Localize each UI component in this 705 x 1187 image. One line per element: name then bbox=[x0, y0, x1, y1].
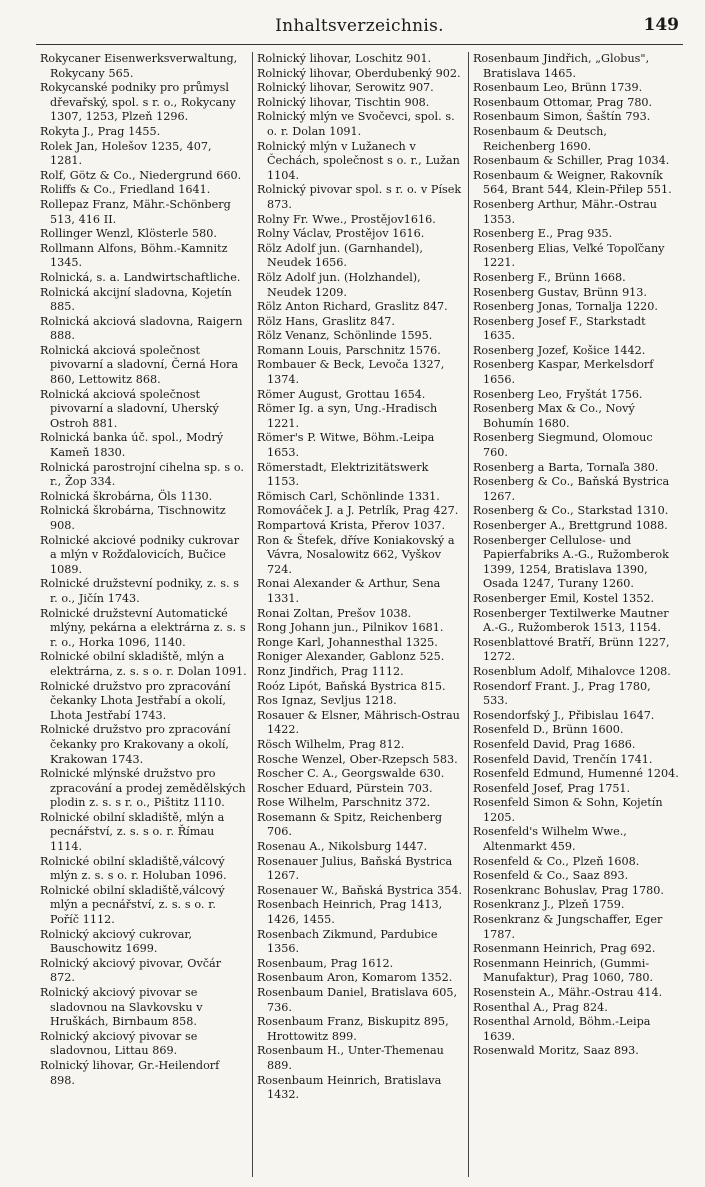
index-entry: Rollepaz Franz, Mähr.-Schönberg 513, 416 II. bbox=[40, 197, 231, 226]
index-entry: Rolnická banka úč. spol., Modrý Kameň 1830. bbox=[40, 431, 224, 460]
index-entry: Rosenbaum Simon, Šaštín 793. bbox=[473, 110, 651, 124]
index-entry: Rosenauer W., Baňská Bystrica 354. bbox=[257, 883, 463, 897]
index-entry: Rosenbaum & Schiller, Prag 1034. bbox=[473, 154, 670, 168]
index-entry: Rosenberg Elias, Veľké Topoľčany 1221. bbox=[473, 241, 665, 270]
index-entry: Rosche Wenzel, Ober-Rzepsch 583. bbox=[257, 752, 458, 766]
index-entry: Rollinger Wenzl, Klösterle 580. bbox=[40, 227, 217, 241]
index-entry: Rosenfeld David, Trenčín 1741. bbox=[473, 752, 653, 766]
index-entry: Rosenmann Heinrich, Prag 692. bbox=[473, 942, 656, 956]
index-entry: Rose Wilhelm, Parschnitz 372. bbox=[257, 796, 431, 810]
index-entry: Rosenthal A., Prag 824. bbox=[473, 1000, 608, 1014]
index-entry: Rokycaner Eisenwerksverwaltung, Rokycany 565. bbox=[40, 52, 238, 80]
index-entry: Rosenberg F., Brünn 1668. bbox=[473, 270, 626, 284]
index-entry: Rosenberg & Co., Baňská Bystrica 1267. bbox=[473, 475, 670, 503]
index-entry: Rolnický akciový pivovar, Ovčár 872. bbox=[40, 956, 222, 985]
index-entry: Rosauer & Elsner, Mährisch-Ostrau 1422. bbox=[257, 708, 460, 737]
index-entry: Rosenkranz & Jungschaffer, Eger 1787. bbox=[473, 913, 663, 941]
index-entry: Rölz Adolf jun. (Garnhandel), Neudek 1656. bbox=[257, 241, 423, 270]
index-entry: Rosenberg Jozef, Košice 1442. bbox=[473, 343, 646, 357]
index-entry: Rolnické obilní skladiště,válcový mlýn a pecnářství, z. s. s o. r. Poříč 1112. bbox=[40, 883, 225, 927]
index-entry: Rompartová Krista, Přerov 1037. bbox=[257, 519, 446, 532]
index-columns bbox=[36, 52, 684, 1177]
index-entry: Roscher C. A., Georgswalde 630. bbox=[257, 767, 445, 781]
index-entry: Rosenberg Max & Co., Nový Bohumín 1680. bbox=[473, 402, 635, 430]
index-entry: Rolnický lihovar, Serowitz 907. bbox=[257, 81, 434, 95]
page-header bbox=[36, 14, 683, 44]
index-entry: Rosenbaum & Weigner, Rakovník 564, Brant 544, Klein-Přilep 551. bbox=[473, 168, 672, 197]
index-entry: Rosenbaum, Prag 1612. bbox=[257, 956, 394, 970]
index-entry: Rosenfeld & Co., Saaz 893. bbox=[473, 869, 629, 883]
index-entry: Rosenberger Emil, Kostel 1352. bbox=[473, 591, 654, 605]
index-entry: Rolnický akciový pivovar se sladovnou na Slavkovsku v Hruškách, Birnbaum 858. bbox=[40, 986, 203, 1029]
index-entry: Rosendorfský J., Přibislau 1647. bbox=[473, 708, 655, 722]
index-entry: Rosenbach Heinrich, Prag 1413, 1426, 1455. bbox=[257, 898, 443, 927]
index-entry: Römer's P. Witwe, Böhm.-Leipa 1653. bbox=[257, 431, 435, 460]
index-entry: Rosenberg Leo, Fryštát 1756. bbox=[473, 387, 643, 401]
index-entry: Roscher Eduard, Pürstein 703. bbox=[257, 781, 433, 795]
index-entry: Rolnické obilní skladiště, mlýn a elektrárna, z. s. s o. r. Dolan 1091. bbox=[40, 650, 247, 678]
index-entry: Rollmann Alfons, Böhm.-Kamnitz 1345. bbox=[40, 241, 228, 270]
index-entry: Rong Johann jun., Pilnikov 1681. bbox=[257, 621, 444, 635]
index-entry: Rolnický lihovar, Gr.-Heilendorf 898. bbox=[40, 1058, 220, 1087]
index-entry: Roliffs & Co., Friedland 1641. bbox=[40, 183, 211, 197]
index-entry: Rosenberger Textilwerke Mautner A.-G., Ružomberok 1513, 1154. bbox=[473, 606, 669, 635]
index-entry: Rosenfeld's Wilhelm Wwe., Altenmarkt 459. bbox=[473, 825, 627, 854]
index-entry: Rosenfeld Edmund, Humenné 1204. bbox=[473, 767, 679, 781]
index-entry: Roniger Alexander, Gablonz 525. bbox=[257, 650, 445, 664]
index-entry: Romann Louis, Parschnitz 1576. bbox=[257, 343, 441, 357]
index-entry: Ronai Zoltan, Prešov 1038. bbox=[257, 606, 412, 620]
index-entry: Rosenbaum & Deutsch, Reichenberg 1690. bbox=[473, 124, 607, 153]
index-entry: Rolnická škrobárna, Tischnowitz 908. bbox=[40, 504, 226, 532]
index-entry: Römer Ig. a syn, Ung.-Hradisch 1221. bbox=[257, 402, 438, 430]
index-entry: Rosenkranz J., Plzeň 1759. bbox=[473, 898, 625, 912]
index-entry: Rosenberg Arthur, Mähr.-Ostrau 1353. bbox=[473, 197, 657, 226]
index-entry: Römerstadt, Elektrizitätswerk 1153. bbox=[257, 460, 429, 489]
index-entry: Rokycanské podniky pro průmysl dřevařský, spol. s r. o., Rokycany 1307, 1253, Plzeň 1296. bbox=[40, 81, 236, 124]
index-entry: Rolnický lihovar, Tischtin 908. bbox=[257, 95, 430, 109]
index-entry: Rolnické družstvo pro zpracování čekanky Lhota Jestřabí a okolí, Lhota Jestřabí 1743. bbox=[40, 679, 231, 722]
index-entry: Rosenbaum Ottomar, Prag 780. bbox=[473, 95, 653, 109]
index-entry: Rolek Jan, Holešov 1235, 407, 1281. bbox=[40, 139, 212, 168]
index-entry: Rosenblum Adolf, Mihalovce 1208. bbox=[473, 664, 671, 678]
index-entry: Rosenberg Kaspar, Merkelsdorf 1656. bbox=[473, 358, 654, 387]
index-entry: Ronai Alexander & Arthur, Sena 1331. bbox=[257, 577, 441, 605]
index-entry: Römer August, Grottau 1654. bbox=[257, 387, 426, 401]
index-entry: Rosenbaum Jindřich, „Globus", Bratislava 1465. bbox=[473, 52, 650, 80]
index-entry: Rolnický akciový cukrovar, Bauschowitz 1699. bbox=[40, 927, 193, 956]
index-entry: Rosenberg E., Prag 935. bbox=[473, 227, 613, 241]
index-entry: Rosenbaum Leo, Brünn 1739. bbox=[473, 81, 643, 95]
index-entry: Romováček J. a J. Petrlík, Prag 427. bbox=[257, 504, 459, 518]
header-rule bbox=[36, 44, 683, 45]
index-column-3 bbox=[468, 52, 684, 1177]
index-entry: Rölz Adolf jun. (Holzhandel), Neudek 1209. bbox=[257, 270, 421, 299]
index-entry: Rosenkranc Bohuslav, Prag 1780. bbox=[473, 883, 664, 897]
index-entry: Rosenbaum Franz, Biskupitz 895, Hrottowitz 899. bbox=[257, 1015, 449, 1043]
index-column-1 bbox=[36, 52, 252, 1177]
index-entry: Rolnická škrobárna, Öls 1130. bbox=[40, 489, 213, 503]
index-entry: Rolnické mlýnské družstvo pro zpracování a prodej zemědělských plodin z. s. s r. o., Pištitz 1110. bbox=[40, 767, 246, 810]
index-entry: Rolnická akciová společnost pivovarní a sladovní, Černá Hora 860, Lettowitz 868. bbox=[40, 343, 239, 387]
index-entry: Rosenberger A., Brettgrund 1088. bbox=[473, 519, 668, 532]
index-entry: Rosenbach Zikmund, Pardubice 1356. bbox=[257, 927, 438, 956]
index-entry: Römisch Carl, Schönlinde 1331. bbox=[257, 489, 440, 503]
index-entry: Ron & Štefek, dříve Koniakovský a Vávra, Nosalowitz 662, Vyškov 724. bbox=[257, 533, 455, 576]
index-entry: Rosenstein A., Mähr.-Ostrau 414. bbox=[473, 986, 663, 999]
index-entry: Rolnický mlýn v Lužanech v Čechách, společnost s o. r., Lužan 1104. bbox=[257, 139, 460, 182]
index-entry: Rosenberg a Barta, Tornaľa 380. bbox=[473, 460, 659, 474]
index-entry: Rolnické obilní skladiště,válcový mlýn z. s. s o. r. Holuban 1096. bbox=[40, 854, 227, 883]
index-entry: Rosenbaum Aron, Komarom 1352. bbox=[257, 971, 453, 985]
index-entry: Roóz Lipót, Baňská Bystrica 815. bbox=[257, 679, 446, 693]
index-entry: Rolnická akciová společnost pivovarní a sladovní, Uherský Ostroh 881. bbox=[40, 387, 219, 430]
index-entry: Rolf, Götz & Co., Niedergrund 660. bbox=[40, 168, 242, 182]
index-entry: Rolnické akciové podniky cukrovar a mlýn v Rožďalovicích, Bučice 1089. bbox=[40, 533, 240, 576]
index-entry: Rolnické družstevní podniky, z. s. s r. o., Jičín 1743. bbox=[40, 577, 240, 605]
index-entry: Rolnický lihovar, Loschitz 901. bbox=[257, 52, 432, 65]
index-entry: Rosenberg Siegmund, Olomouc 760. bbox=[473, 431, 653, 460]
index-entry: Rosenberg Jonas, Tornalja 1220. bbox=[473, 300, 658, 314]
index-entry: Rolnické družstevní Automatické mlýny, pekárna a elektrárna z. s. s r. o., Horka 1096, 1140. bbox=[40, 606, 246, 649]
index-entry: Rosenblattové Bratří, Brünn 1227, 1272. bbox=[473, 635, 670, 664]
index-entry: Rösch Wilhelm, Prag 812. bbox=[257, 737, 405, 751]
index-entry: Rombauer & Beck, Levoča 1327, 1374. bbox=[257, 358, 445, 387]
index-entry: Ronz Jindřich, Prag 1112. bbox=[257, 664, 404, 678]
index-entry: Rolnický akciový pivovar se sladovnou, Littau 869. bbox=[40, 1029, 198, 1058]
index-entry: Rolnický mlýn ve Svočevci, spol. s. o. r. Dolan 1091. bbox=[257, 110, 455, 138]
index-entry: Ros Ignaz, Sevljus 1218. bbox=[257, 694, 397, 708]
index-entry: Rosenberger Cellulose- und Papierfabriks A.-G., Ružomberok 1399, 1254, Bratislava 1390, Osada 1247, Turany 1260. bbox=[473, 533, 669, 591]
index-entry: Rosenfeld David, Prag 1686. bbox=[473, 737, 636, 751]
index-entry: Rosemann & Spitz, Reichenberg 706. bbox=[257, 810, 442, 839]
index-entry: Rolny Václav, Prostějov 1616. bbox=[257, 227, 425, 241]
index-entry: Rosenau A., Nikolsburg 1447. bbox=[257, 840, 428, 854]
index-entry: Rosenberg Josef F., Starkstadt 1635. bbox=[473, 314, 646, 343]
index-entry: Rolnická akciová sladovna, Raigern 888. bbox=[40, 314, 243, 343]
index-entry: Rolnické družstvo pro zpracování čekanky pro Krakovany a okolí, Krakowan 1743. bbox=[40, 723, 231, 766]
index-entry: Ronge Karl, Johannesthal 1325. bbox=[257, 635, 438, 649]
index-entry: Rosenbaum H., Unter-Themenau 889. bbox=[257, 1044, 444, 1072]
index-entry: Rolnická akcijní sladovna, Kojetín 885. bbox=[40, 285, 232, 314]
index-entry: Rosenfeld & Co., Plzeň 1608. bbox=[473, 854, 640, 868]
index-entry: Rosenberg Gustav, Brünn 913. bbox=[473, 285, 647, 299]
index-entry: Rolnické obilní skladiště, mlýn a pecnářství, z. s. s o. r. Římau 1114. bbox=[40, 810, 225, 854]
index-entry: Rölz Hans, Graslitz 847. bbox=[257, 314, 395, 328]
index-entry: Rolnický lihovar, Oberdubenký 902. bbox=[257, 66, 461, 80]
index-entry: Rokyta J., Prag 1455. bbox=[40, 124, 161, 138]
index-entry: Rosenwald Moritz, Saaz 893. bbox=[473, 1044, 639, 1058]
index-entry: Rolnická parostrojní cihelna sp. s o. r., Žop 334. bbox=[40, 460, 244, 489]
index-entry: Rolnický pivovar spol. s r. o. v Písek 873. bbox=[257, 183, 462, 211]
index-entry: Rosendorf Frant. J., Prag 1780, 533. bbox=[473, 679, 651, 708]
index-entry: Rosenbaum Heinrich, Bratislava 1432. bbox=[257, 1073, 442, 1102]
index-entry: Rölz Venanz, Schönlinde 1595. bbox=[257, 329, 433, 343]
index-entry: Rosenmann Heinrich, (Gummi-Manufaktur), Prag 1060, 780. bbox=[473, 956, 654, 985]
index-entry: Rölz Anton Richard, Graslitz 847. bbox=[257, 300, 448, 314]
index-entry: Rolnická, s. a. Landwirtschaftliche. bbox=[40, 270, 241, 284]
index-entry: Rosenbaum Daniel, Bratislava 605, 736. bbox=[257, 986, 458, 1014]
index-entry: Rosenberg & Co., Starkstad 1310. bbox=[473, 504, 669, 518]
index-entry: Rosenfeld Simon & Sohn, Kojetín 1205. bbox=[473, 796, 663, 824]
page-number: 149 bbox=[643, 15, 679, 35]
index-column-2 bbox=[252, 52, 468, 1177]
page-title: Inhaltsverzeichnis. bbox=[275, 16, 444, 36]
index-entry: Rosenauer Julius, Baňská Bystrica 1267. bbox=[257, 854, 453, 883]
index-entry: Rolny Fr. Wwe., Prostějov1616. bbox=[257, 212, 436, 226]
index-entry: Rosenthal Arnold, Böhm.-Leipa 1639. bbox=[473, 1015, 651, 1043]
index-entry: Rosenfeld D., Brünn 1600. bbox=[473, 723, 624, 737]
index-entry: Rosenfeld Josef, Prag 1751. bbox=[473, 781, 631, 795]
